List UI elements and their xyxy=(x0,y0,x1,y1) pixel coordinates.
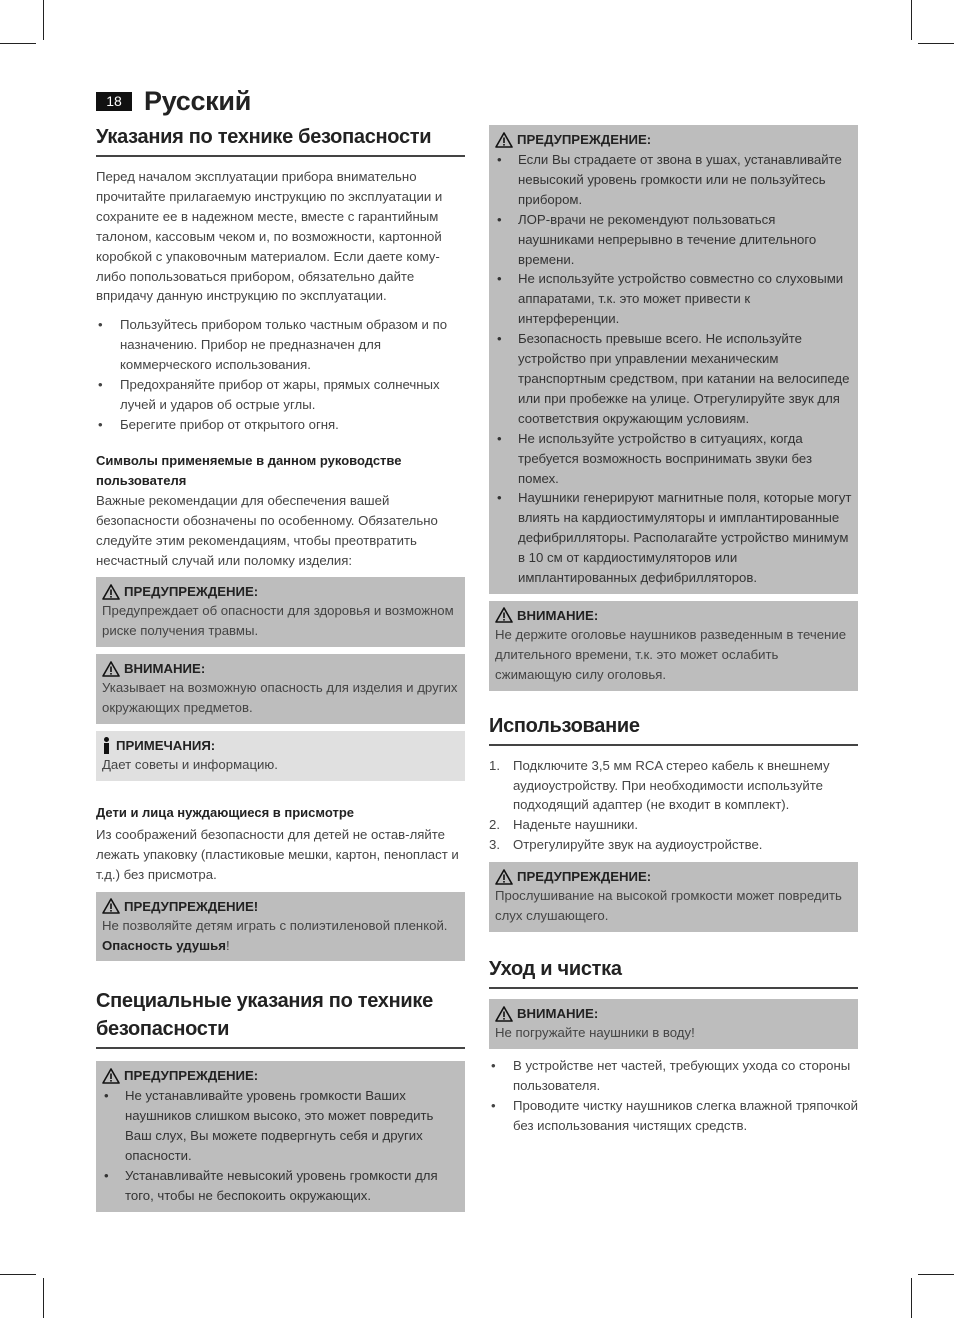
warning-label: ПРЕДУПРЕЖДЕНИЕ: xyxy=(124,1068,259,1084)
safety-intro: Перед началом эксплуатации прибора внимательно прочитайте прилагаемую инструкцию по эксплуатации и сохраните ее в надежном месте, вместе с гарантийным талоном, кассовым чеком и, по возможности, картонной коробкой с упаковочным материалом. Если даете кому-либо попользоваться прибором, обязательно дайте впридачу данную инструкцию по эксплуатации. xyxy=(96,169,443,304)
warning-text: Прослушивание на высокой громкости может повредить слух слушающего. xyxy=(495,888,842,924)
care-bullet-list xyxy=(489,1056,858,1136)
warning-heading xyxy=(102,897,459,916)
caution-box xyxy=(96,654,465,724)
page-number: 18 xyxy=(96,92,132,111)
safety-bullet-list xyxy=(96,315,465,434)
warning-heading xyxy=(102,582,459,601)
crop-mark xyxy=(43,0,44,40)
suffocation-hazard: Опасность удушья xyxy=(102,937,226,953)
warning-label: ПРЕДУПРЕЖДЕНИЕ! xyxy=(124,898,259,914)
symbols-heading: Символы применяемые в данном руководстве пользователя xyxy=(96,452,402,488)
water-caution-box xyxy=(489,999,858,1049)
children-heading: Дети и лица нуждающиеся в присмотре xyxy=(96,804,355,820)
warning-text-end: ! xyxy=(225,937,230,953)
crop-mark xyxy=(918,43,954,44)
usage-step xyxy=(489,815,858,835)
caution-text: Указывает на возможную опасность для изделия и других окружающих предметов. xyxy=(102,680,458,716)
warning-heading xyxy=(495,867,852,886)
caution-heading xyxy=(495,1004,852,1023)
volume-warning-box xyxy=(489,862,858,932)
usage-step xyxy=(489,756,858,816)
right-column xyxy=(489,124,858,1136)
headband-caution-box xyxy=(489,601,858,691)
list-item: • Берегите прибор от открытого огня. xyxy=(96,415,465,435)
warning-label: ПРЕДУПРЕЖДЕНИЕ: xyxy=(517,869,652,885)
warning-text-main: Не позволяйте детям играть с полиэтиленовой пленкой. xyxy=(102,917,448,933)
step-text: Наденьте наушники. xyxy=(513,817,638,833)
special-bullet-list xyxy=(102,1086,459,1205)
warning-triangle-icon xyxy=(495,1006,513,1022)
warning-label: ПРЕДУПРЕЖДЕНИЕ: xyxy=(124,584,259,600)
note-label: ПРИМЕЧАНИЯ: xyxy=(116,738,216,754)
hearing-warning-box xyxy=(489,125,858,594)
children-warning-box xyxy=(96,892,465,962)
crop-mark xyxy=(0,1274,36,1275)
list-item: • Проводите чистку наушников слегка влажной тряпочкой без использования чистящих средств. xyxy=(489,1096,858,1136)
list-item: • Если Вы страдаете от звона в ушах, устанавливайте невысокий уровень громкости или не пользуйтесь прибором. xyxy=(495,150,852,210)
step-text: Отрегулируйте звук на аудиоустройстве. xyxy=(513,837,763,853)
info-icon xyxy=(102,737,112,754)
list-item: • Предохраняйте прибор от жары, прямых солнечных лучей и ударов об острые углы. xyxy=(96,375,465,415)
list-item: • Не используйте устройство в ситуациях, когда требуется возможность воспринимать звуки без помех. xyxy=(495,429,852,489)
list-item: • Устанавливайте невысокий уровень громкости для того, чтобы не беспокоить окружающих. xyxy=(102,1166,459,1206)
caution-label: ВНИМАНИЕ: xyxy=(517,1006,599,1021)
warning-heading xyxy=(102,1066,459,1085)
care-heading: Уход и чистка xyxy=(489,956,858,989)
caution-label: ВНИМАНИЕ: xyxy=(124,661,206,677)
warning-box xyxy=(96,577,465,647)
note-text: Дает советы и информацию. xyxy=(102,757,278,773)
warning-bullet-list xyxy=(495,150,852,588)
warning-triangle-icon xyxy=(102,661,120,677)
warning-triangle-icon xyxy=(495,869,513,885)
list-item: • Безопасность превыше всего. Не используйте устройство при управлении механическим транспортным средством, при катании на велосипеде или при пробежке на улице. Отрегулируйте звук для соответствия окружающим условиям. xyxy=(495,329,852,429)
warning-text: Предупреждает об опасности для здоровья и возможном риске получения травмы. xyxy=(102,603,454,639)
step-number: 3. xyxy=(489,837,500,853)
list-item: • ЛОР-врачи не рекомендуют пользоваться наушниками непрерывно в течение длительного времени. xyxy=(495,210,852,270)
warning-heading xyxy=(495,130,852,149)
caution-heading xyxy=(495,606,852,625)
caution-text: Не держите оголовье наушников разведенным в течение длительного времени, т.к. это может ослабить сжимающую силу оголовья. xyxy=(495,626,847,682)
note-heading xyxy=(102,736,459,755)
crop-mark xyxy=(0,43,36,44)
list-item: • Не используйте устройство совместно со слуховыми аппаратами, т.к. это может привести к интерференции. xyxy=(495,269,852,329)
crop-mark xyxy=(911,0,912,40)
special-safety-heading: Специальные указания по технике безопасности xyxy=(96,987,465,1049)
warning-label: ПРЕДУПРЕЖДЕНИЕ: xyxy=(517,132,652,147)
list-item: • Наушники генерируют магнитные поля, которые могут влиять на кардиостимуляторы и имплантированные дефибрилляторы. Располагайте устройство минимум в 10 см от кардиостимуляторов или имплантированных дефибрилляторов. xyxy=(495,488,852,588)
children-text: Из соображений безопасности для детей не остав-ляйте лежать упаковку (пластиковые мешки, картон, пенопласт и т.д.) без присмотра. xyxy=(96,826,459,882)
warning-triangle-icon xyxy=(102,584,120,600)
special-warning-box xyxy=(96,1061,465,1211)
step-text: Подключите 3,5 мм RCA стерео кабель к внешнему аудиоустройству. При необходимости используйте подходящий адаптер (не входит в комплект). xyxy=(513,757,830,813)
safety-heading: Указания по технике безопасности xyxy=(96,124,465,157)
warning-triangle-icon xyxy=(495,132,513,148)
usage-heading: Использование xyxy=(489,713,858,746)
step-number: 2. xyxy=(489,817,500,833)
note-box xyxy=(96,731,465,781)
caution-heading xyxy=(102,659,459,678)
warning-triangle-icon xyxy=(495,607,513,623)
language-title: Русский xyxy=(144,86,251,116)
crop-mark xyxy=(918,1274,954,1275)
usage-steps xyxy=(489,756,858,856)
warning-text xyxy=(102,916,459,956)
left-column xyxy=(96,124,465,1212)
warning-triangle-icon xyxy=(102,898,120,914)
symbols-text: Важные рекомендации для обеспечения вашей безопасности обозначены по особенному. Обязательно следуйте этим рекомендациям, чтобы преотвратить несчастный случай или поломку изделия: xyxy=(96,492,438,568)
list-item: • Пользуйтесь прибором только частным образом и по назначению. Прибор не предназначен для коммерческого использования. xyxy=(96,315,465,375)
list-item: • В устройстве нет частей, требующих ухода со стороны пользователя. xyxy=(489,1056,858,1096)
caution-text: Не погружайте наушники в воду! xyxy=(495,1025,695,1040)
caution-label: ВНИМАНИЕ: xyxy=(517,607,599,623)
list-item: • Не устанавливайте уровень громкости Ваших наушников слишком высоко, это может повредить Ваш слух, Вы можете подвергнуть себя и других опасности. xyxy=(102,1086,459,1166)
step-number: 1. xyxy=(489,757,500,773)
usage-step xyxy=(489,835,858,855)
warning-triangle-icon xyxy=(102,1068,120,1084)
crop-mark xyxy=(911,1278,912,1318)
crop-mark xyxy=(43,1278,44,1318)
